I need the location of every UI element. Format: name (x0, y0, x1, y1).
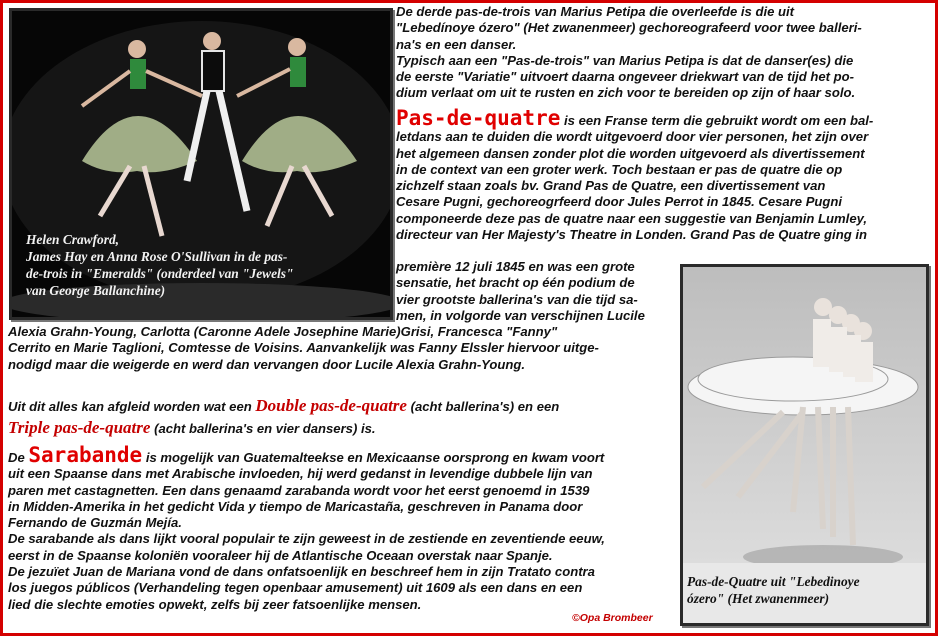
pas-de-trois-paragraph (396, 4, 926, 102)
caption-line: van George Ballanchine) (26, 283, 166, 298)
photo-emeralds (9, 8, 393, 320)
sarabande-heading: Sarabande (28, 443, 143, 467)
photo-swan-lake-caption (687, 573, 923, 607)
text-line: los juegos públicos (Verhandeling tegen openbaar amusement) uit 1609 als een dans en een (8, 580, 583, 596)
swans-illustration (683, 267, 926, 623)
caption-line: James Hay en Anna Rose O'Sullivan in de pas- (26, 249, 288, 264)
text-line: men, in volgorde van verschijnen Lucile (396, 307, 645, 323)
text-line: Cesare Pugni, gechoreogrfeerd door Jules Perrot in 1845. Cesare Pugni (396, 194, 843, 210)
double-triple-paragraph (8, 395, 676, 439)
copyright-credit: ©Opa Brombeer (572, 612, 653, 624)
caption-line: ózero" (Het zwanenmeer) (687, 591, 830, 606)
text-span: is mogelijk van Guatemalteekse en Mexicaanse oorsprong en kwam voort (145, 450, 605, 465)
text-line: letdans aan te duiden die wordt uitgevoerd door vier personen, het zijn over (396, 129, 869, 145)
text-line: De derde pas-de-trois van Marius Petipa die overleefde is die uit (396, 4, 795, 19)
photo-emeralds-caption (26, 231, 376, 299)
triple-pas-de-quatre-term: Triple pas-de-quatre (8, 418, 151, 437)
text-line: "Lebedínoye ózero" (Het zwanenmeer) gechoreografeerd voor twee balleri- (396, 20, 862, 36)
text-line: uit een Spaanse dans met Arabische invloeden, hij werd gedanst in levendige dubbele lijn van (8, 466, 593, 482)
text-line: De jezuïet Juan de Mariana vond de dans onfatsoenlijk en beschreef hem in zijn Tratato contra (8, 564, 595, 580)
text-line: Cerrito en Marie Taglioni, Comtesse de Voisins. Aanvankelijk was Fanny Elssler hiervoor uitge- (8, 340, 599, 356)
text-line: sensatie, het bracht op één podium de (396, 275, 635, 291)
text-line: componeerde deze pas de quatre naar een suggestie van Benjamin Lumley, (396, 210, 868, 226)
text-line: in Midden-Amerika in het gedicht Vida y tiempo de Maricastaña, geschreven in Panama door (8, 498, 583, 514)
text-line: Fernando de Guzmán Mejía. (8, 515, 182, 531)
text-line: na's en een danser. (396, 36, 517, 52)
pas-de-quatre-heading: Pas-de-quatre (396, 106, 561, 130)
text-span: (acht ballerina's en vier dansers) is. (154, 421, 376, 436)
caption-line: de-trois in "Emeralds" (onderdeel van "Jewels" (26, 266, 294, 281)
text-line: nodigd maar die weigerde en werd dan vervangen door Lucile Alexia Grahn-Young. (8, 356, 526, 372)
triple-line (8, 417, 676, 439)
caption-line: Helen Crawford, (26, 232, 119, 247)
text-line: De sarabande als dans lijkt vooral populair te zijn geweest in de zestiende en zeventiende eeuw, (8, 531, 605, 547)
text-line: het algemeen dansen zonder plot die worden uitgevoerd als divertissement (396, 145, 865, 161)
text-line: lied die slechte emoties opwekt, zelfs bij zeer fatsoenlijke mensen. (8, 596, 422, 612)
text-line: première 12 juli 1845 en was een grote (396, 259, 635, 274)
text-line: vier grootste ballerina's van die tijd sa- (396, 291, 638, 307)
text-line: directeur van Her Majesty's Theatre in Londen. Grand Pas de Quatre ging in (396, 227, 867, 243)
pas-de-quatre-wide (8, 324, 676, 373)
sarabande-first-line (8, 443, 676, 467)
text-line: paren met castagnetten. Een dans genaamd zarabanda wordt voor het eerst genoemd in 1539 (8, 482, 590, 498)
text-line: in de context van een groter werk. Toch bestaan er pas de quatre die op (396, 161, 843, 177)
photo-swan-lake (680, 264, 929, 626)
text-span: (acht ballerina's) en een (410, 399, 560, 414)
text-span: De (8, 450, 25, 465)
double-pas-de-quatre-term: Double pas-de-quatre (255, 396, 407, 415)
caption-line: Pas-de-Quatre uit "Lebedinoye (687, 574, 860, 589)
text-line: eerst in de Spaanse koloniën vooraleer hij de Atlantische Oceaan overstak naar Spanje. (8, 547, 553, 563)
double-line (8, 395, 676, 417)
text-span: Uit dit alles kan afgleid worden wat een (8, 399, 252, 414)
text-line: dium verlaat om uit te rusten en zich voor te bereiden op zijn of haar solo. (396, 85, 856, 101)
text-line: Typisch aan een "Pas-de-trois" van Marius Petipa is dat de danser(es) die (396, 52, 854, 68)
text-line: zichzelf staan zoals bv. Grand Pas de Quatre, een divertissement van (396, 178, 826, 194)
sarabande-section (8, 443, 676, 613)
pas-de-quatre-first-line (396, 106, 926, 130)
pas-de-quatre-narrow (396, 259, 678, 324)
text-line: de eerste "Variatie" uitvoert daarna ongeveer driekwart van de tijd het po- (396, 69, 854, 85)
text-line: Alexia Grahn-Young, Carlotta (Caronne Adele Josephine Marie)Grisi, Francesca "Fanny" (8, 324, 558, 339)
pas-de-quatre-section (396, 106, 926, 243)
text-span: is een Franse term die gebruikt wordt om een bal- (564, 113, 874, 128)
